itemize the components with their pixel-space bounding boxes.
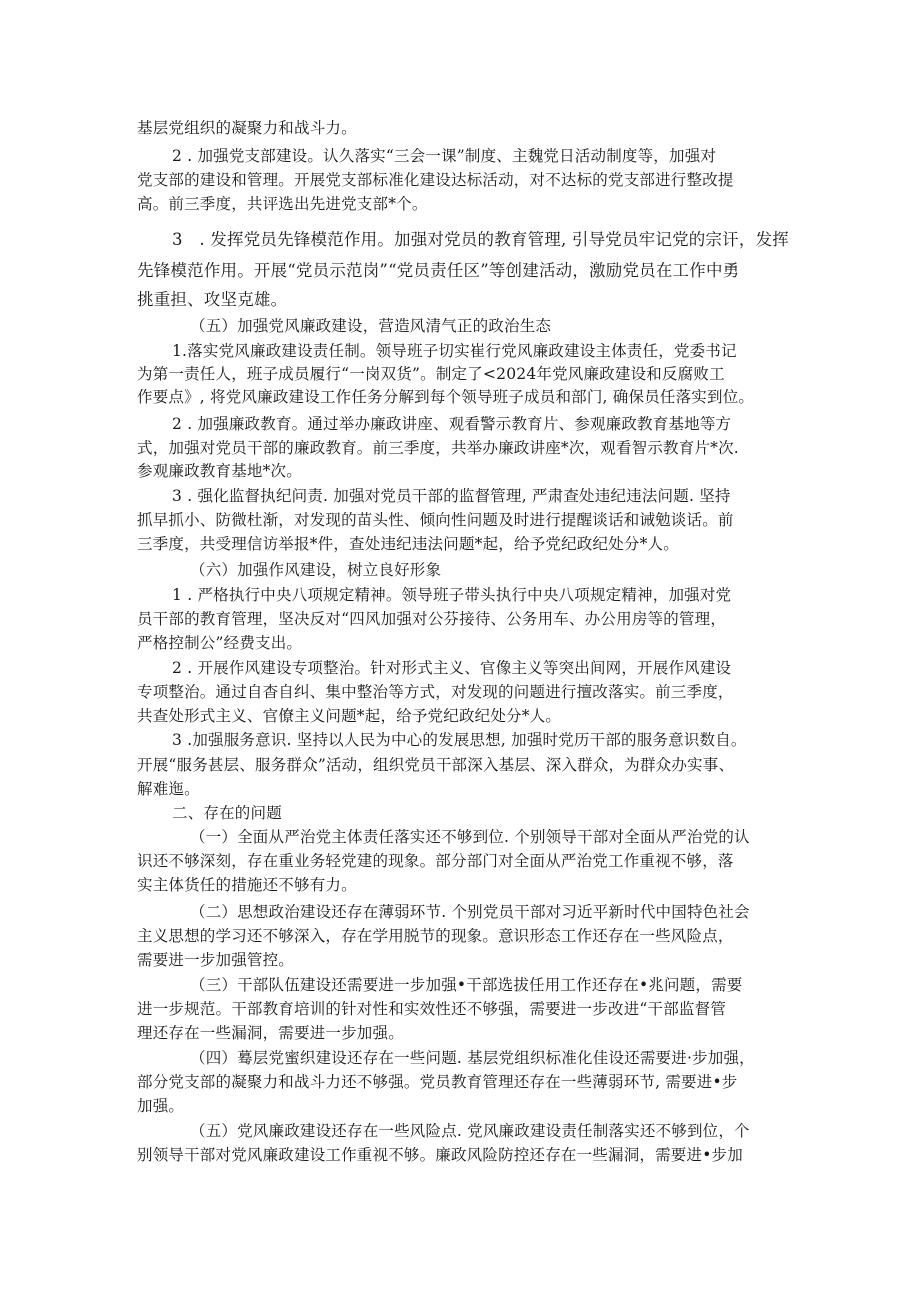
text-line: 先锋模范作用。开展“党员示范岗”“党员责任区”等创建活动，激励党员在工作中勇 [137, 261, 740, 280]
text-line: 实主体货任的措施还不够有力。 [137, 876, 357, 894]
text-line: 专项整治。通过自杳自纠、集中整治等方式，对发现的问题进行擅改落实。前三季度， [137, 683, 734, 701]
text-line: （一）全面从严治党主体责任落实还不够到位. 个别领导干部对全面从严治党的认 [190, 828, 750, 846]
text-line: 识还不够深刻，存在重业务轻党建的现象。部分部门对全面从严治党工作重视不够，落 [137, 852, 734, 870]
text-line: 部分党支部的凝聚力和战斗力还不够强。党员教育管理还存在一些薄弱环节, 需要进•步 [137, 1073, 738, 1091]
text-line: 主义思想的学习还不够深入，存在学用脱节的现象。意识形态工作还存在一些风险点， [137, 927, 734, 945]
text-line: 挑重担、攻坚克雄。 [137, 290, 288, 309]
text-line: 1 . 严格执行中央八项规定精神。领导班子带头执行中央八项规定精神，加强对党 [172, 586, 732, 604]
text-line: 高。前三季度，共评选出先进党支部*个。 [137, 195, 428, 213]
text-line: 开展“服务甚层、服务群众”活动，组织党员干部深入基层、深入群众，为群众办实事、 [137, 756, 735, 774]
text-line: 理还存在一些漏洞，需要进一步加强。 [137, 1024, 404, 1042]
text-line: 抓早抓小、防微杜渐，对发现的苗头性、倾向性问题及时进行提醒谈话和诫勉谈话。前 [137, 511, 734, 529]
text-line: 为第一责任人，班子成员履行“一岗双货”。制定了<2024年党风廉政建设和反腐败工 [137, 365, 725, 383]
text-line: 员干部的教育管理，坚决反对“四风加强对公芬接待、公务用车、办公用房等的管理， [137, 610, 727, 628]
text-line: 加强。 [137, 1097, 185, 1115]
text-line: （二）思想政治建设还存在薄弱环节. 个别党员干部对习近平新时代中国特色社会 [190, 903, 750, 921]
text-line: （三）干部队伍建设还需要进一步加强•干部选拔任用工作还存在•兆问题，需要 [190, 976, 743, 994]
text-line: 需要进一步加强管控。 [137, 951, 295, 969]
text-line: 党支部的建设和管理。开展党支部标准化建设达标活动，对不达标的党支部进行整改提 [137, 171, 734, 189]
section-heading: 二、存在的问题 [172, 804, 282, 822]
text-line: 别领导干部对党风廉政建设工作重视不够。廉政风险防控还存在一些漏洞，需要进•步加 [137, 1146, 743, 1164]
text-line: 基层党组织的凝聚力和战斗力。 [137, 119, 357, 137]
text-line: 三季度，共受理信访举报*件，查处违纪违法问题*起，给予党纪政纪处分*人。 [137, 535, 679, 553]
text-line: 1.落实党风廉政建设责任制。领导班子切实崔行党风廉政建设主体责任，党委书记 [172, 342, 737, 360]
text-line: 参观廉政教育基地*次。 [137, 462, 302, 480]
text-line: 解难迤。 [137, 780, 200, 798]
text-line: 进一步规范。干部教育培训的针对性和实效性还不够强，需要进一步改进“干部监督管 [137, 1000, 727, 1018]
text-line: 3 . 强化监督执纪问责. 加强对党员干部的监督管理, 严肃查处违纪违法问题. 坚持 [172, 487, 731, 505]
text-line: 2 . 开展作风建设专项整治。针对形式主义、官像主义等突出间网，开展作风建设 [172, 659, 732, 677]
text-line: 共查处形式主义、官僚主义问题*起，给予党纪政纪处分*人。 [137, 707, 562, 725]
text-line: 3 .加强服务意识. 坚持以人民为中心的发展思想, 加强时党历干部的服务意识数自。 [172, 731, 747, 749]
text-line: 2 . 加强党支部建设。认久落实“三会一课”制度、主魏党日活动制度等，加强对 [172, 147, 717, 165]
section-heading: （五）加强党风廉政建设，营造风清气正的政治生态 [190, 317, 552, 335]
text-line: 2 . 加强廉政教育。通过举办廉政讲座、观看警示教育片、参观廉政教育基地等方 [172, 415, 732, 433]
text-line: （五）党风廉政建设还存在一些风险点. 党风廉政建设责任制落实还不够到位，个 [190, 1122, 750, 1140]
text-line: 3 . 发挥党员先锋模范作用。加强对党员的教育管理, 引导党员牢记党的宗讦，发挥 [172, 230, 789, 249]
text-line: 严格控制公”经费支出。 [137, 634, 303, 652]
text-line: （四）蓦层党蜜织建设还存在一些问题. 基层党组织标准化佳设还需要进·步加强， [190, 1049, 755, 1067]
text-line: 作要点》, 将党风廉政建设工作任务分解到每个领导班子成员和部门, 确保员任落实到位。 [137, 388, 755, 406]
text-line: 式，加强对党员干部的廉政教育。前三季度，共举办廉政讲座*次，观看智示教育片*次. [137, 439, 739, 457]
section-heading: （六）加强作风建设，树立良好形象 [190, 561, 442, 579]
